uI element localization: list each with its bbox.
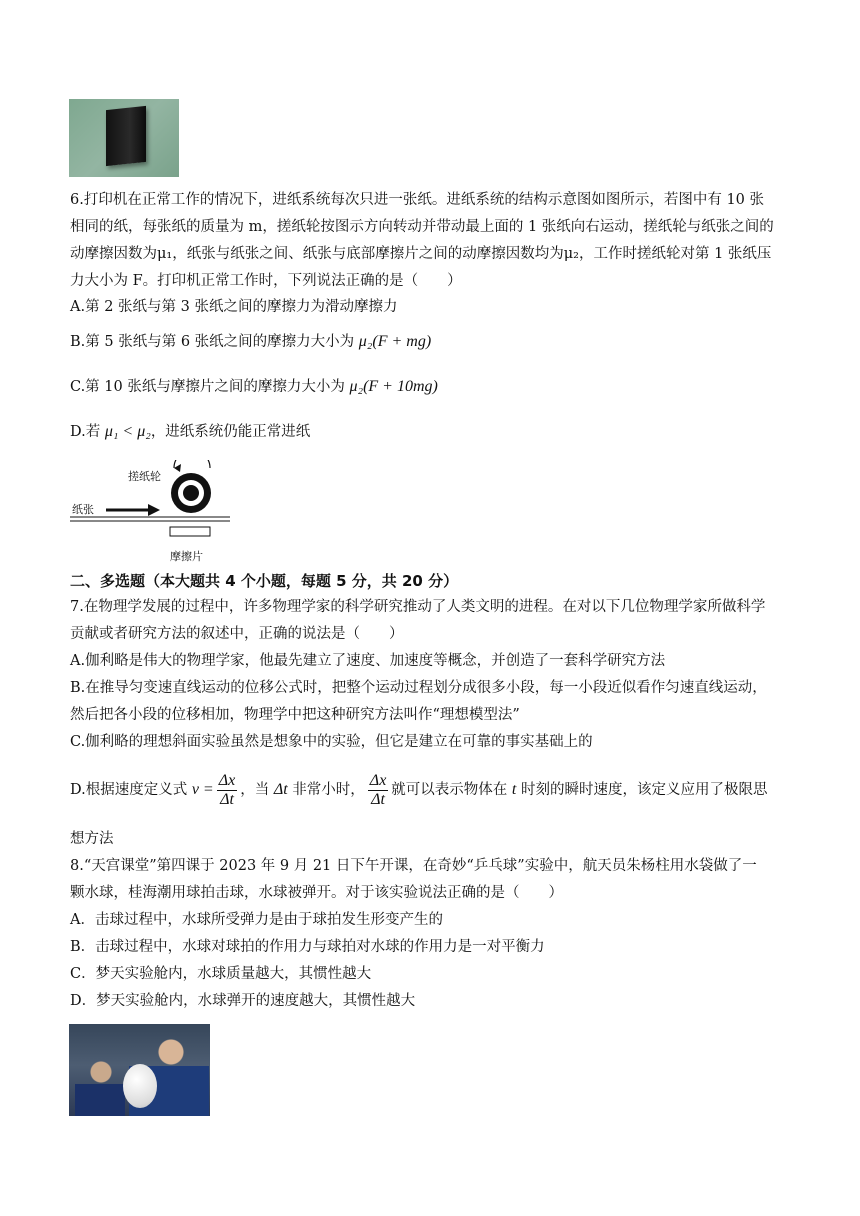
block-shape [106, 106, 146, 166]
q7-fraction-1-num: Δx [218, 771, 236, 789]
diagram-svg [70, 460, 230, 564]
q6-stem-line-3: 动摩擦因数为μ₁，纸张与纸张之间、纸张与底部摩擦片之间的动摩擦因数均为μ₂，工作时搓纸轮对第 1 张纸压 [70, 246, 772, 262]
q7-option-d-text-3: 非常小时， [292, 782, 365, 798]
paper-feed-diagram [70, 460, 230, 564]
friction-pad [170, 527, 210, 536]
q7-option-d-cont: 想方法 [70, 831, 114, 847]
q7-option-c: C.伽利略的理想斜面实验虽然是想象中的实验，但它是建立在可靠的事实基础上的 [70, 734, 593, 750]
q6-stem-line-1: 6.打印机在正常工作的情况下，进纸系统每次只进一张纸。进纸系统的结构示意图如图所示，若图中有 10 张 [70, 192, 764, 208]
q7-option-d-v: v = [191, 781, 214, 798]
roller-label: 搓纸轮 [128, 470, 161, 483]
feed-arrowhead [148, 504, 160, 516]
q7-stem-line-2: 贡献或者研究方法的叙述中，正确的说法是（ ） [70, 626, 404, 642]
q7-option-d-text-5: 时刻的瞬时速度，该定义应用了极限思 [520, 782, 768, 798]
q6-option-c-formula: μ₂(F + 10mg) [349, 378, 438, 395]
black-block-photo [69, 99, 179, 177]
q7-option-b-line-2: 然后把各小段的位移相加，物理学中把这种研究方法叫作“理想模型法” [70, 707, 520, 723]
q6-stem-line-4: 力大小为 F。打印机正常工作时，下列说法正确的是（ ） [70, 273, 462, 289]
q6-option-d-post: ，进纸系统仍能正常进纸 [150, 424, 311, 440]
astronaut-left [75, 1054, 125, 1116]
section-2-heading: 二、多选题（本大题共 4 个小题，每题 5 分，共 20 分） [70, 572, 459, 590]
q8-stem-line-1: 8.“天宫课堂”第四课于 2023 年 9 月 21 日下午开课，在奇妙“乒乓球”实验中，航天员朱杨柱用水袋做了一 [70, 858, 757, 874]
q6-option-d-formula: μ₁ < μ₂ [104, 423, 151, 440]
q7-fraction-1 [217, 772, 238, 809]
roller-hub [183, 485, 199, 501]
rotation-arrowhead [174, 464, 181, 472]
q7-option-d-text-4: 就可以表示物体在 [391, 782, 508, 798]
q7-option-d-text-1: D.根据速度定义式 [70, 782, 188, 798]
q6-option-b [70, 332, 431, 352]
q6-option-b-formula: μ₂(F + mg) [358, 333, 432, 350]
q8-stem-line-2: 颗水球，桂海潮用球拍击球，水球被弹开。对于该实验说法正确的是（ ） [70, 885, 563, 901]
q6-option-c-text: C.第 10 张纸与摩擦片之间的摩擦力大小为 [70, 379, 345, 395]
q6-stem-line-2: 相同的纸，每张纸的质量为 m，搓纸轮按图示方向转动并带动最上面的 1 张纸向右运动，搓纸轮与纸张之间的 [70, 219, 774, 235]
astronaut-photo [69, 1024, 210, 1116]
q7-option-b-line-1: B.在推导匀变速直线运动的位移公式时，把整个运动过程划分成很多小段，每一小段近似看作匀速直线运动， [70, 680, 767, 696]
paper-label: 纸张 [72, 503, 94, 516]
q7-option-d-t: t [511, 781, 517, 798]
q8-option-a: A．击球过程中，水球所受弹力是由于球拍发生形变产生的 [70, 912, 443, 928]
q7-fraction-2 [368, 772, 389, 809]
q7-option-d-text-2: ，当 [240, 782, 270, 798]
q7-fraction-1-den: Δt [220, 790, 234, 808]
q6-option-a: A.第 2 张纸与第 3 张纸之间的摩擦力为滑动摩擦力 [70, 299, 398, 315]
q6-option-d-pre: D.若 [70, 424, 101, 440]
q8-option-d: D．梦天实验舱内，水球弹开的速度越大，其惯性越大 [70, 993, 416, 1009]
q7-option-d-dt: Δt [273, 781, 288, 798]
q8-option-c: C．梦天实验舱内，水球质量越大，其惯性越大 [70, 966, 372, 982]
water-ball [123, 1064, 157, 1108]
q6-option-d [70, 422, 310, 442]
q6-option-c [70, 377, 438, 397]
q7-fraction-2-num: Δx [369, 771, 387, 789]
q8-option-b: B．击球过程中，水球对球拍的作用力与球拍对水球的作用力是一对平衡力 [70, 939, 545, 955]
q7-option-a: A.伽利略是伟大的物理学家，他最先建立了速度、加速度等概念，并创造了一套科学研究方法 [70, 653, 666, 669]
q7-option-d [70, 770, 767, 810]
q7-stem-line-1: 7.在物理学发展的过程中，许多物理学家的科学研究推动了人类文明的进程。在对以下几位物理学家所做科学 [70, 599, 766, 615]
q6-option-b-text: B.第 5 张纸与第 6 张纸之间的摩擦力大小为 [70, 334, 355, 350]
pad-label: 摩擦片 [170, 550, 203, 563]
q7-fraction-2-den: Δt [371, 790, 385, 808]
